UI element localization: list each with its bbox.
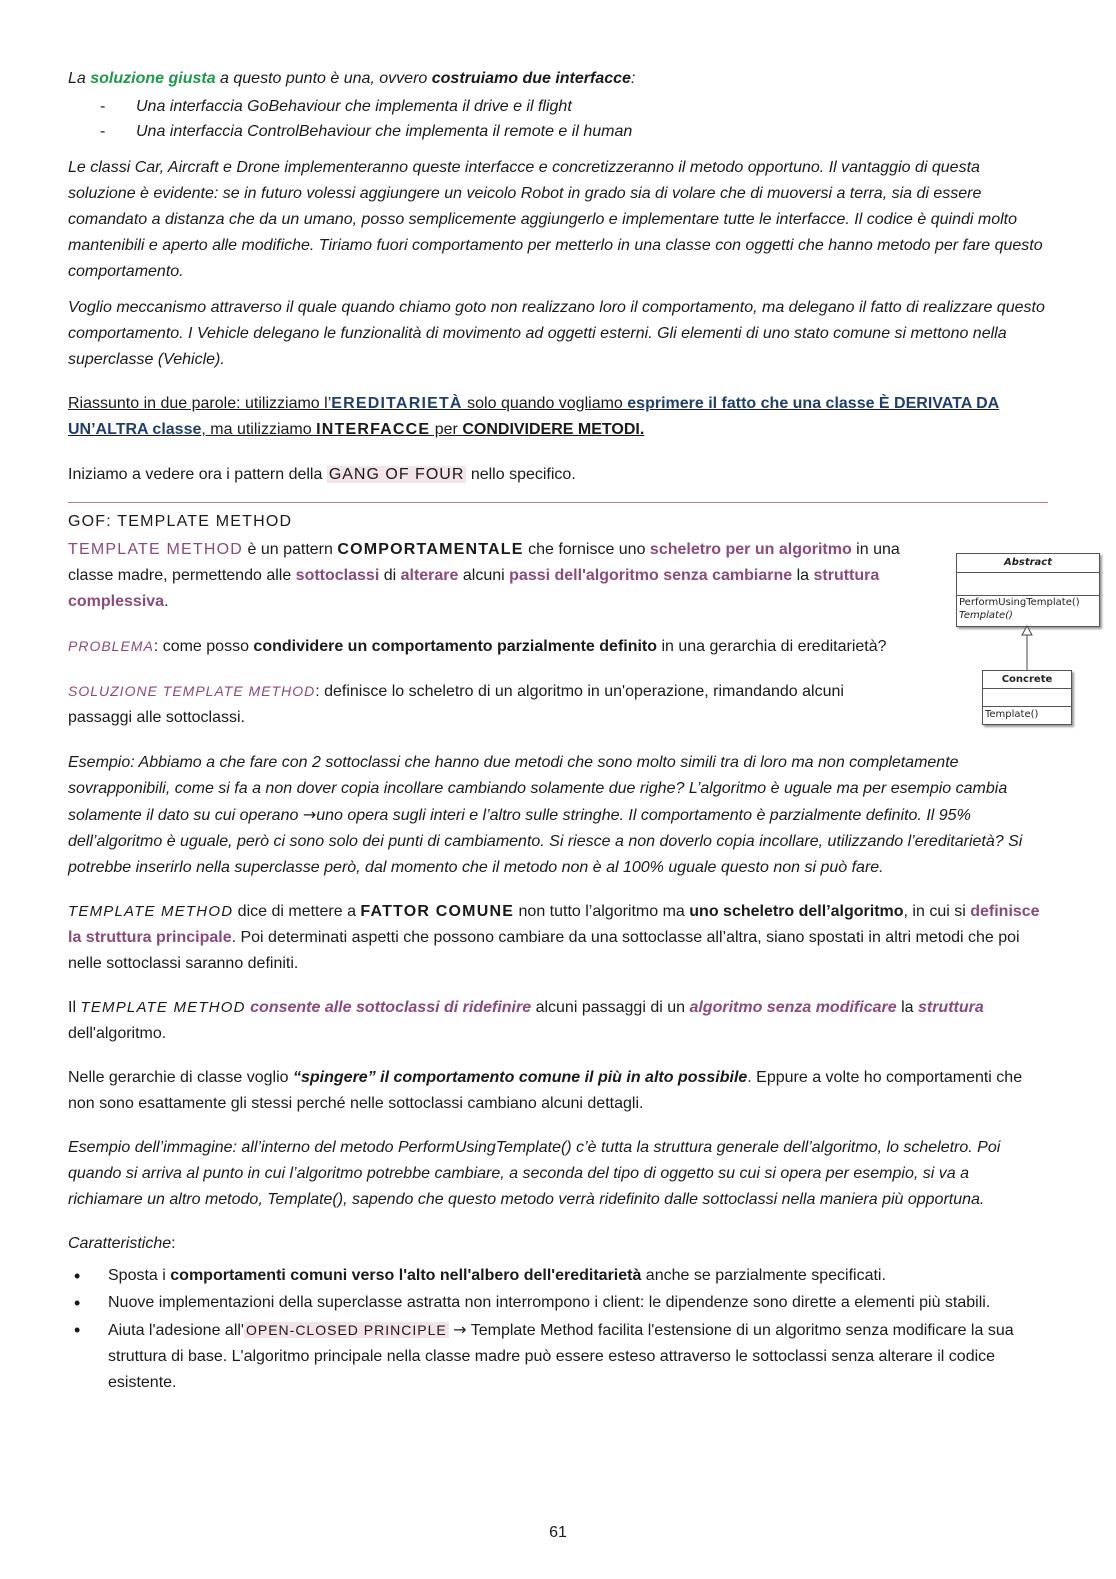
list-item: - Una interfaccia ControlBehaviour che implementa il remote e il human xyxy=(100,119,1048,144)
page-number: 61 xyxy=(549,1524,567,1541)
list-item: • Aiuta l'adesione all' OPEN-CLOSED PRINCIPLE → Template Method facilita l'estensione di un algoritmo senza modificare la sua struttura di base. L'algoritmo principale nella classe madre può essere esteso attraverso le sottoclassi senza alterare il codice esistente. xyxy=(68,1317,1048,1396)
list-item: • Nuove implementazioni della superclasse astratta non interrompono i client: le dipendenze sono dirette a elementi più stabili. xyxy=(68,1290,1048,1316)
list-item: - Una interfaccia GoBehaviour che implementa il drive e il flight xyxy=(100,94,1048,119)
solution-highlight: soluzione giusta xyxy=(90,70,216,87)
concrete-class-box xyxy=(982,670,1072,725)
classes-paragraph: Le classi Car, Aircraft e Drone implementeranno queste interfacce e concretizzeranno il metodo opportuno. Il vantaggio di questa soluzione è evidente: se in futuro volessi aggiungere un veicolo Robot in grado sia di volare che di muoversi a terra, sia di essere comandato a distanza che da un umano, posso semplicemente aggiungerlo e implementare tutte le interfacce. Il codice è quindi molto mantenibili e aperto alle modifiche. Tiriamo fuori comportamento per metterlo in una classe con oggetti che hanno metodo per fare questo comportamento. xyxy=(68,159,1043,280)
section-heading: GOF: TEMPLATE METHOD xyxy=(68,513,293,530)
gang-of-four-highlight: GANG OF FOUR xyxy=(328,466,465,483)
example-paragraph: Esempio: Abbiamo a che fare con 2 sottoclassi che hanno due metodi che sono molto simili tra di loro ma non completamente sovrapponibili, come si fa a non dover copia incollare cambiando solamente due righe? L’algoritmo è uguale ma per esempio cambia solamente il dato su cui operano →uno opera sugli interi e l’altro sulle stringhe. Il comportamento è parzialmente definito. Il 95% dell’algoritmo è uguale, però ci sono solo dei punti di cambiamento. Si riesce a non doverlo copia incollare, utilizzando l’ereditarietà? Si potrebbe inserirlo nella superclasse però, dal momento che il metodo non è al 100% uguale questo non si può fare. xyxy=(68,754,1023,876)
page-content xyxy=(68,66,1048,1397)
gof-intro-paragraph: Iniziamo a vedere ora i pattern della GANG OF FOUR nello specifico. xyxy=(68,466,576,483)
abstract-class-title: Abstract xyxy=(957,554,1099,573)
abstract-method: PerformUsingTemplate() xyxy=(959,597,1080,608)
abstract-class-box xyxy=(956,553,1100,627)
summary-paragraph: Riassunto in due parole: utilizziamo l’EREDITARIETÀ solo quando vogliamo esprimere il fatto che una classe È DERIVATA DA UN’ALTRA classe, ma utilizziamo INTERFACCE per CONDIVIDERE METODI. xyxy=(68,395,1000,438)
interface-list xyxy=(100,94,1048,144)
intro-paragraph: La soluzione giusta a questo punto è una, ovvero costruiamo due interfacce: xyxy=(68,70,636,87)
image-example-paragraph: Esempio dell’immagine: all’interno del metodo PerformUsingTemplate() c’è tutta la struttura generale dell’algoritmo, lo scheletro. Poi quando si arriva al punto in cui l’algoritmo potrebbe cambiare, a seconda del tipo di oggetto su cui si opera per esempio, si va a richiamare un altro metodo, Template(), sapendo che questo metodo verrà ridefinito dalle sottoclassi nella maniera più opportuna. xyxy=(68,1139,1001,1208)
hierarchy-paragraph: Nelle gerarchie di classe voglio “spingere” il comportamento comune il più in alto possibile. Eppure a volte ho comportamenti che non sono esattamente gli stessi perché nelle sottoclassi cambiano alcuni dettagli. xyxy=(68,1069,1023,1112)
arrow-icon: → xyxy=(302,805,317,824)
mechanism-paragraph: Voglio meccanismo attraverso il quale quando chiamo goto non realizzano loro il comportamento, ma delegano il fatto di realizzare questo comportamento. I Vehicle delegano le funzionalità di movimento ad oggetti esterni. Gli elementi di uno stato comune si mettono nella superclasse (Vehicle). xyxy=(68,299,1045,368)
concrete-method: Template() xyxy=(985,709,1039,720)
problem-paragraph: PROBLEMA: come posso condividere un comportamento parzialmente definito in una gerarchia di ereditarietà? xyxy=(68,638,887,655)
concrete-class-title: Concrete xyxy=(983,671,1071,689)
section-divider xyxy=(68,502,1048,503)
open-closed-highlight: OPEN-CLOSED PRINCIPLE xyxy=(245,1322,447,1338)
abstract-attributes xyxy=(957,573,1099,596)
uml-diagram xyxy=(956,553,1104,733)
characteristics-heading: Caratteristiche: xyxy=(68,1235,176,1252)
definition-paragraph: TEMPLATE METHOD è un pattern COMPORTAMENTALE che fornisce uno scheletro per un algoritmo in una classe madre, permettendo alle sottoclassi di alterare alcuni passi dell'algoritmo senza cambiarne la struttura complessiva. xyxy=(68,541,900,610)
consente-paragraph: Il TEMPLATE METHOD consente alle sottoclassi di ridefinire alcuni passaggi di un algoritmo senza modificare la struttura dell'algoritmo. xyxy=(68,999,984,1042)
list-item: • Sposta i comportamenti comuni verso l'alto nell'albero dell'ereditarietà anche se parzialmente specificati. xyxy=(68,1263,1048,1289)
arrow-icon: → xyxy=(453,1320,467,1339)
solution-paragraph: SOLUZIONE TEMPLATE METHOD: definisce lo scheletro di un algoritmo in un'operazione, rimandando alcuni passaggi alle sottoclassi. xyxy=(68,683,844,726)
concrete-attributes xyxy=(983,689,1071,707)
characteristics-list xyxy=(68,1263,1048,1396)
template-method-paragraph: TEMPLATE METHOD dice di mettere a FATTOR COMUNE non tutto l’algoritmo ma uno scheletro dell’algoritmo, in cui si definisce la struttura principale. Poi determinati aspetti che possono cambiare da una sottoclasse all’altra, siano spostati in altri metodi che poi nelle sottoclassi saranno definiti. xyxy=(68,903,1040,972)
inheritance-arrow xyxy=(956,625,1104,675)
abstract-method: Template() xyxy=(959,610,1013,621)
